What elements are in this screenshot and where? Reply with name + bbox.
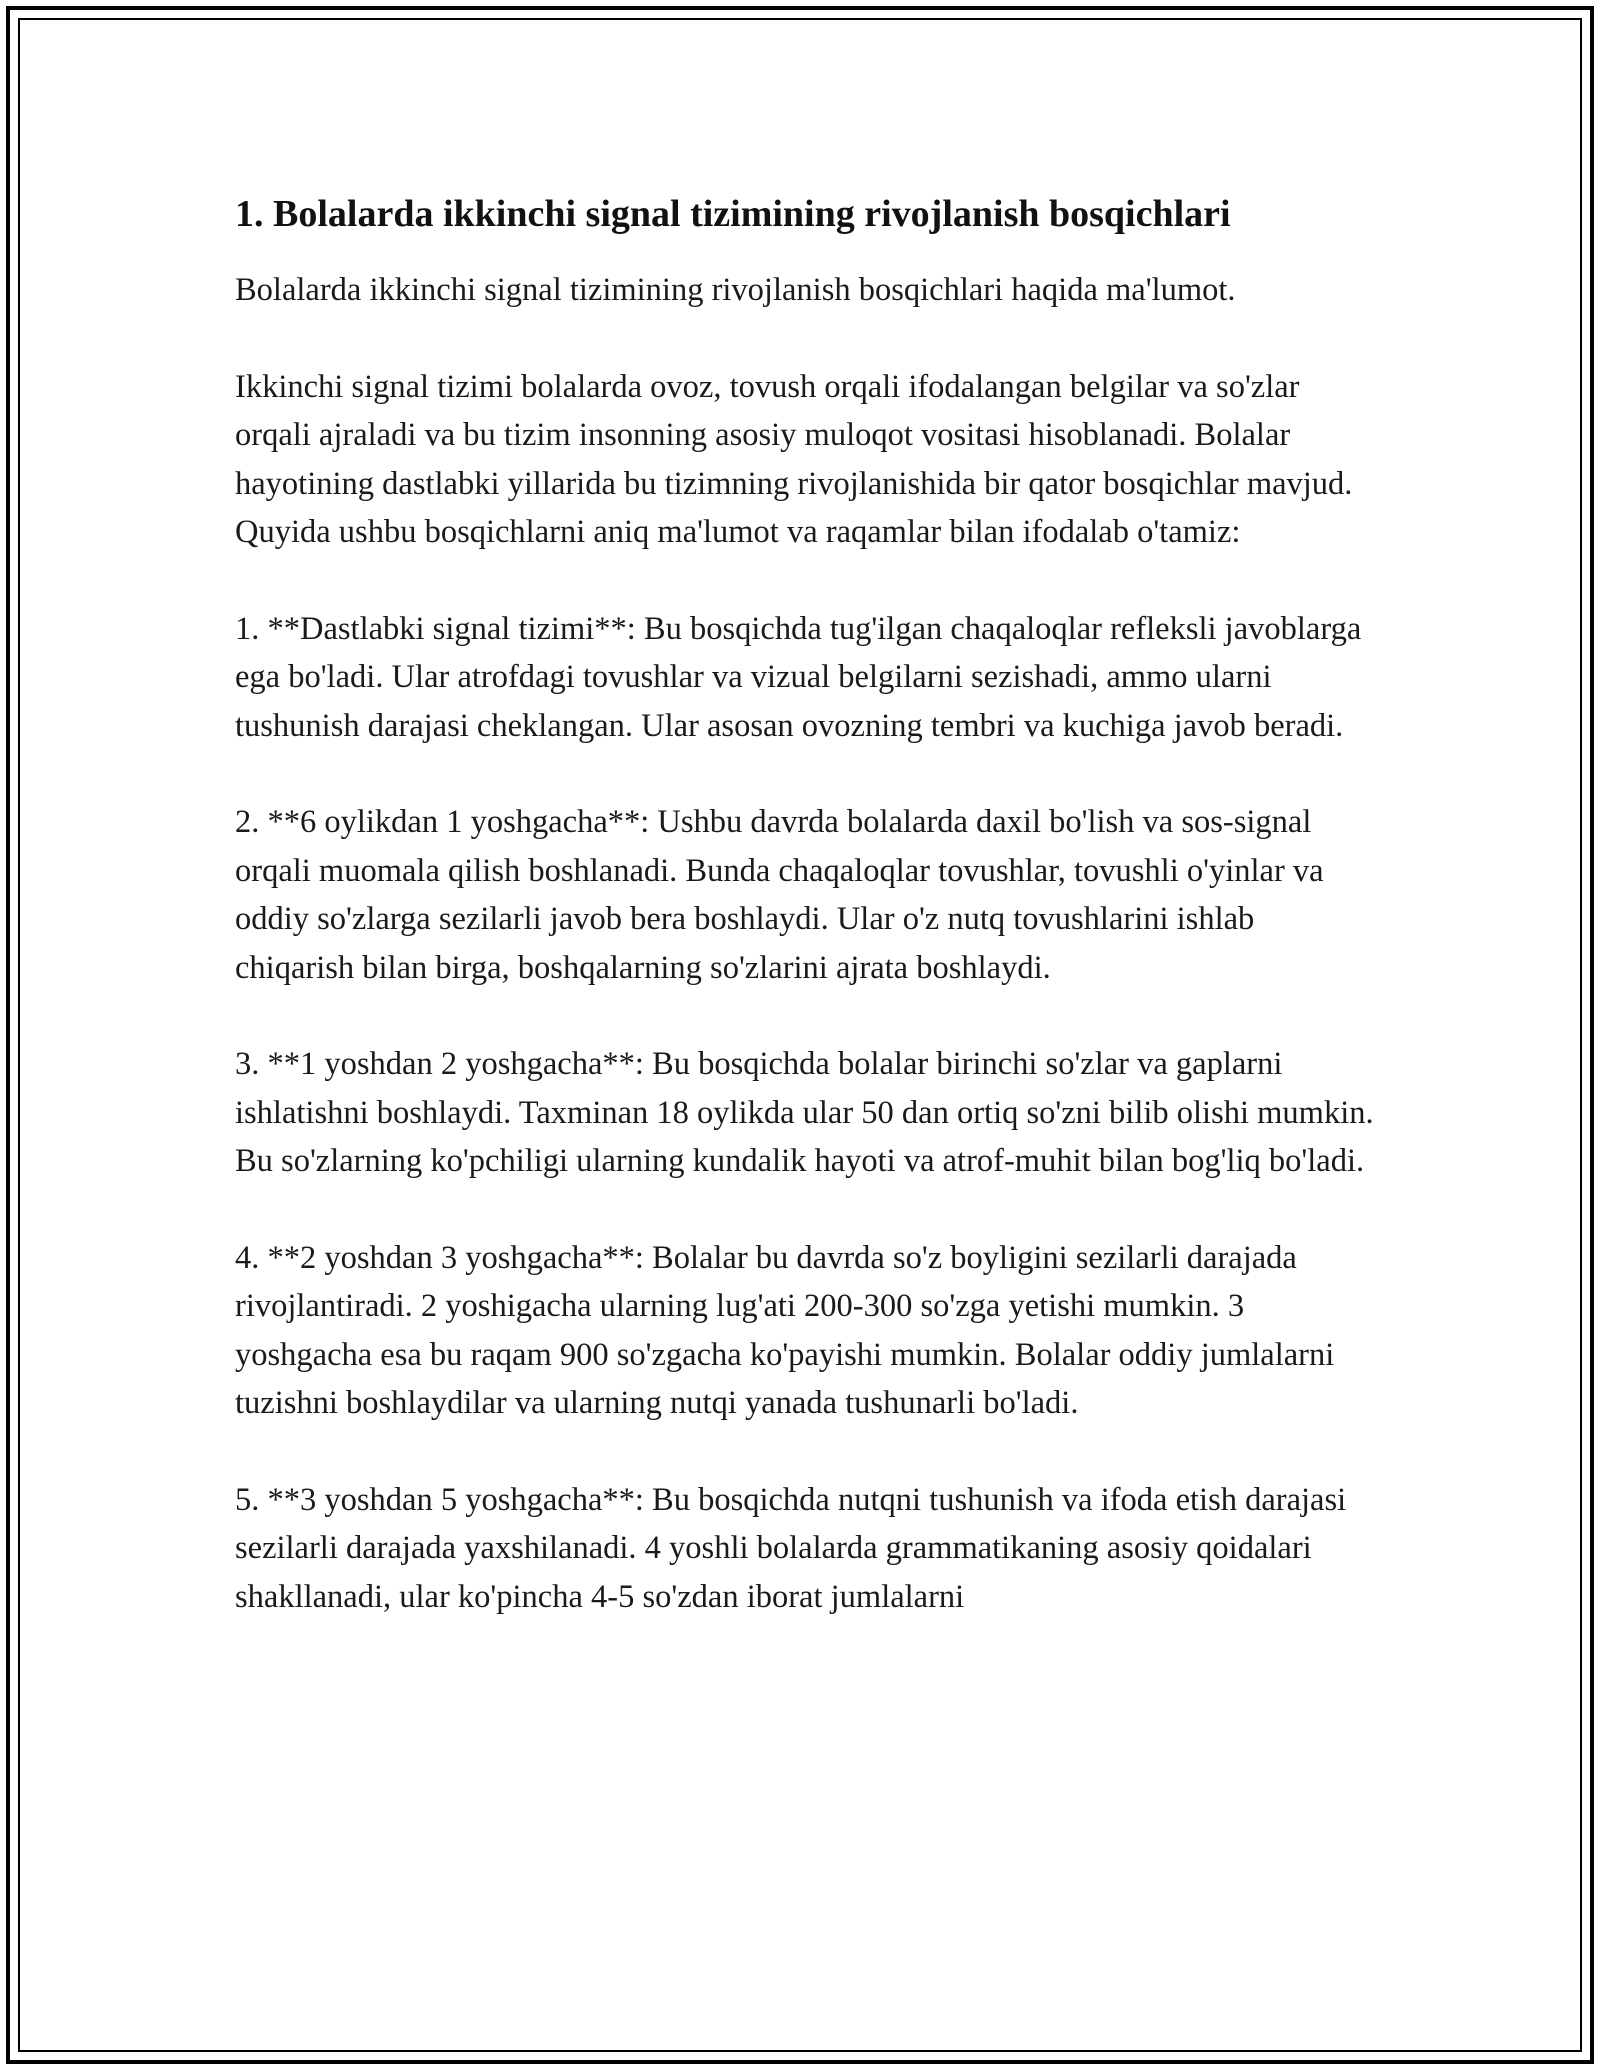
intro-paragraph: Bolalarda ikkinchi signal tizimining rivojlanish bosqichlari haqida ma'lumot. [235,272,1236,308]
overview-paragraph: Ikkinchi signal tizimi bolalarda ovoz, tovush orqali ifodalangan belgilar va so'zlar orqali ajraladi va bu tizim insonning asosiy muloqot vositasi hisoblanadi. Bolalar hayotining dastlabki yillarida bu tizimning rivojlanishida bir qator bosqichlar mavjud. Quyida ushbu bosqichlarni aniq ma'lumot va raqamlar bilan ifodalab o'tamiz: [235,368,1353,550]
stage-5-paragraph: 5. **3 yoshdan 5 yoshgacha**: Bu bosqichda nutqni tushunish va ifoda etish darajasi sezilarli darajada yaxshilanadi. 4 yoshli bolalarda grammatikaning asosiy qoidalari shakllanadi, ular ko'pincha 4-5 so'zdan iborat jumlalarni [235,1481,1347,1615]
document-body [235,188,1375,1669]
stage-3-paragraph: 3. **1 yoshdan 2 yoshgacha**: Bu bosqichda bolalar birinchi so'zlar va gaplarni ishlatishni boshlaydi. Taxminan 18 oylikda ular 50 dan ortiq so'zni bilib olishi mumkin. Bu so'zlarning ko'pchiligi ularning kundalik hayoti va atrof-muhit bilan bog'liq bo'ladi. [235,1046,1374,1179]
stage-4-paragraph: 4. **2 yoshdan 3 yoshgacha**: Bolalar bu davrda so'z boyligini sezilarli darajada rivojlantiradi. 2 yoshigacha ularning lug'ati 200-300 so'zga yetishi mumkin. 3 yoshgacha esa bu raqam 900 so'zgacha ko'payishi mumkin. Bolalar oddiy jumlalarni tuzishni boshlaydilar va ularning nutqi yanada tushunarli bo'ladi. [235,1239,1335,1421]
stage-1-paragraph: 1. **Dastlabki signal tizimi**: Bu bosqichda tug'ilgan chaqaloqlar refleksli javoblarga ega bo'ladi. Ular atrofdagi tovushlar va vizual belgilarni sezishadi, ammo ularni tushunish darajasi cheklangan. Ular asosan ovozning tembri va kuchiga javob beradi. [235,610,1362,744]
document-title: 1. Bolalarda ikkinchi signal tizimining rivojlanish bosqichlari [235,193,1231,235]
stage-2-paragraph: 2. **6 oylikdan 1 yoshgacha**: Ushbu davrda bolalarda daxil bo'lish va sos-signal orqali muomala qilish boshlanadi. Bunda chaqaloqlar tovushlar, tovushli o'yinlar va oddiy so'zlarga sezilarli javob bera boshlaydi. Ular o'z nutq tovushlarini ishlab chiqarish bilan birga, boshqalarning so'zlarini ajrata boshlaydi. [235,804,1324,986]
